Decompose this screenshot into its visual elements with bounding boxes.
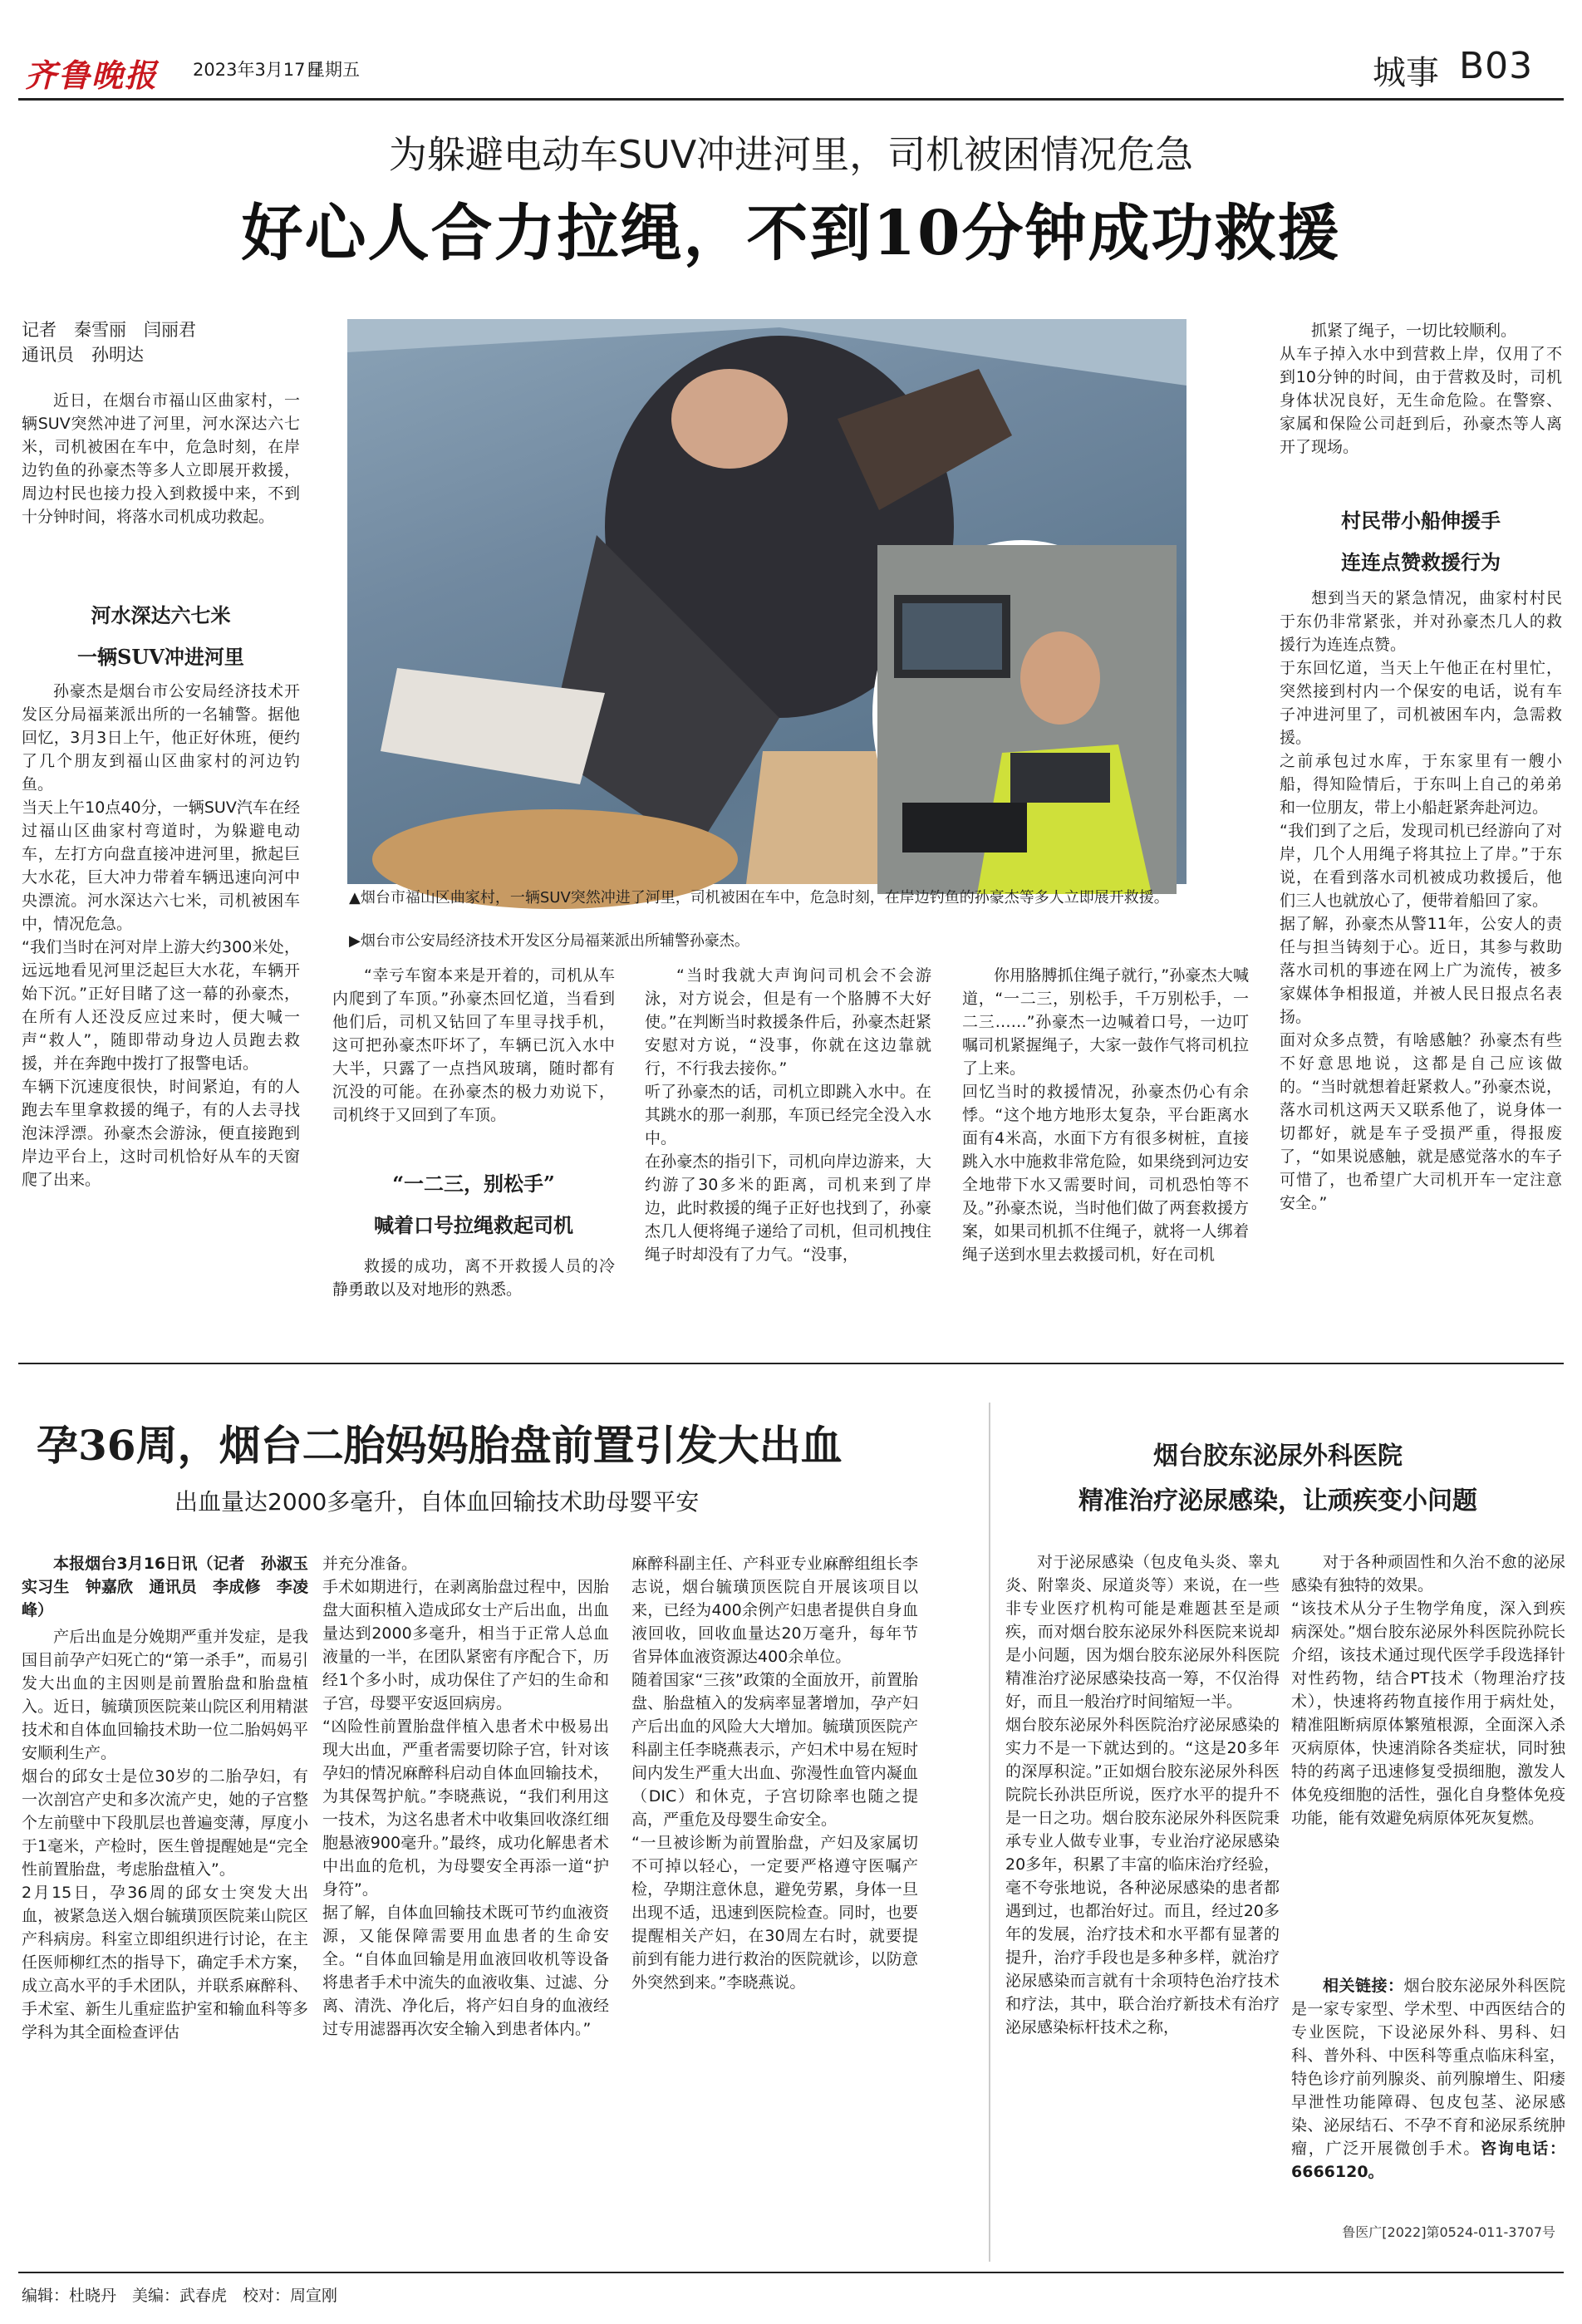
footer-editors: 编辑：杜晓丹 美编：武春虎 校对：周宣刚 xyxy=(22,2287,338,2305)
officer-photo xyxy=(872,540,1172,889)
masthead-rule xyxy=(18,98,1564,101)
story1-col3-text: “当时我就大声询问司机会不会游泳，对方说会，但是有一个胳膊不大好使。”在判断当时救援条件后，孙豪杰赶紧安慰对方说，“没事，你就在这边靠就行，不行我去接你。” 听了孙豪杰的话，司机立即跳入水中。在其跳水的那一刹那，车顶已经完全没入水中。 在孙豪杰的指引下，司机向岸边游来，大约游了30多米的距离，司机来到了岸边，此时救援的绳子正好也找到了，孙豪杰几人便将绳子递给了司机，但司机拽住绳子时却没有了力气。“没事， xyxy=(645,966,931,1264)
story1-byline: 记者 秦雪丽 闫丽君 通讯员 孙明达 xyxy=(22,320,196,365)
ad-col1-text: 对于泌尿感染（包皮龟头炎、睾丸炎、附睾炎、尿道炎等）来说，在一些非专业医疗机构可能是难题甚至是顽疾，而对烟台胶东泌尿外科医院来说却是小问题，因为烟台胶东泌尿外科医院精准治疗泌尿感染技高一筹，不仅治得好，而且一般治疗时间缩短一半。 烟台胶东泌尿外科医院治疗泌尿感染的实力不是一下就达到的。“这是20多年的深厚积淀。”正如烟台胶东泌尿外科医院院长孙洪臣所说，医疗水平的提升不是一日之功。烟台胶东泌尿外科医院秉承专业人做专业事，专业治疗泌尿感染20多年，积累了丰富的临床治疗经验，毫不夸张地说，各种泌尿感染的患者都遇到过，也都治好过。而且，经过20多年的发展，治疗技术和水平都有显著的提升，治疗手段也是多种多样，就治疗泌尿感染而言就有十余项特色治疗技术和疗法，其中，联合治疗新技术有治疗泌尿感染标杆技术之称， xyxy=(1005,1553,1280,2037)
ad-phone: 6666120。 xyxy=(1291,2163,1384,2181)
story1-lead: 近日，在烟台市福山区曲家村，一辆SUV突然冲进了河里，河水深达六七米，司机被困在车中，危急时刻，在岸边钓鱼的孙豪杰等多人立即展开救援，周边村民也接力投入到救援中来，不到十分钟时间，将落水司机成功救起。 xyxy=(22,391,300,526)
section-name: 城事 xyxy=(1373,54,1439,92)
story1-col2-text-b: 救援的成功，离不开救援人员的冷静勇敢以及对地形的熟悉。 xyxy=(332,1257,615,1299)
story-separator xyxy=(18,1363,1564,1364)
story1-col5-text-a: 抓紧了绳子，一切比较顺利。 从车子掉入水中到营救上岸，仅用了不到10分钟的时间，由于营救及时，司机身体状况良好，无生命危险。在警察、家属和保险公司赶到后，孙豪杰等人离开了现场。 xyxy=(1280,322,1562,456)
ad-phone-label: 咨询电话： xyxy=(1481,2140,1565,2158)
ad-license: 鲁医广[2022]第0524-011-3707号 xyxy=(1342,2224,1555,2240)
story2-deck: 出血量达2000多毫升，自体血回输技术助母婴平安 xyxy=(174,1488,700,1516)
issue-date: 2023年3月17日 xyxy=(193,60,323,80)
story1-subhead-2: “一二三，别松手” 喊着口号拉绳救起司机 xyxy=(374,1172,573,1237)
story1-col5-text-b: 想到当天的紧急情况，曲家村村民于东仍非常紧张，并对孙豪杰几人的救援行为连连点赞。 于东回忆道，当天上午他正在村里忙，突然接到村内一个保安的电话，说有车子冲进河里了，司机被困车内，急需救援。 之前承包过水库，于东家里有一艘小船，得知险情后，于东叫上自己的弟弟和一位朋友，带上小船赶紧奔赴河边。 “我们到了之后，发现司机已经游向了对岸，几个人用绳子将其拉上了岸。”于东说，在看到落水司机被成功救援后，他们三人也就放心了，便带着船回了家。 据了解，孙豪杰从警11年，公安人的责任与担当铸刻于心。近日，其参与救助落水司机的事迹在网上广为流传，被多家媒体争相报道，并被人民日报点名表扬。 面对众多点赞，有啥感触？孙豪杰有些不好意思地说，这都是自己应该做的。“当时就想着赶紧救人。”孙豪杰说，落水司机这两天又联系他了，说身体一切都好，就是车子受损严重，得报废了，“如果说感触，就是感觉落水的车子可惜了，也希望广大司机开车一定注意安全。” xyxy=(1280,589,1562,1212)
issue-weekday: 星期五 xyxy=(307,60,360,80)
page-number: B03 xyxy=(1459,45,1534,87)
ad-col2-text: 对于各种顽固性和久治不愈的泌尿感染有独特的效果。 “该技术从分子生物学角度，深入到疾病深处。”烟台胶东泌尿外科医院孙院长介绍，该技术通过现代医学手段选择针对性药物，结合PT技术（物理治疗技术），快速将药物直接作用于病灶处，精准阻断病原体繁殖根源，全面深入杀灭病原体，快速消除各类症状，同时独特的药离子迅速修复受损细胞，激发人体免疫细胞的活性，强化自身整体免疫功能，能有效避免病原体死灰复燃。 xyxy=(1291,1553,1565,1827)
photo-caption-1: ▲烟台市福山区曲家村，一辆SUV突然冲进了河里，司机被困在车中，危急时刻，在岸边钓鱼的孙豪杰等多人立即展开救援。 xyxy=(349,889,1169,907)
photo-caption-2: ▶烟台市公安局经济技术开发区分局福莱派出所辅警孙豪杰。 xyxy=(349,932,749,950)
ad-related-link xyxy=(1291,1974,1565,2215)
hospital-ad xyxy=(989,1403,1564,2262)
story1-headline: 好心人合力拉绳，不到10分钟成功救援 xyxy=(241,198,1341,269)
story1-subhead-3: 村民带小船伸援手 连连点赞救援行为 xyxy=(1341,509,1501,574)
story1-col2-text: “幸亏车窗本来是开着的，司机从车内爬到了车顶。”孙豪杰回忆道，当看到他们后，司机又钻回了车里寻找手机，这可把孙豪杰吓坏了，车辆已沉入水中大半，只露了一点挡风玻璃，随时都有沉没的可能。在孙豪杰的极力劝说下，司机终于又回到了车顶。 xyxy=(332,966,615,1124)
masthead xyxy=(0,0,1582,94)
ad-link-text: 烟台胶东泌尿外科医院是一家专家型、学术型、中西医结合的专业医院，下设泌尿外科、男科、妇科、普外科、中医科等重点临床科室，特色诊疗前列腺炎、前列腺增生、阳痿早泄性功能障碍、包皮包茎、泌尿感染、泌尿结石、不孕不育和泌尿系统肿瘤，广泛开展微创手术。 xyxy=(1291,1977,1565,2158)
ad-link-label: 相关链接： xyxy=(1323,1977,1404,1995)
story2-byline: 本报烟台3月16日讯（记者 孙淑玉 实习生 钟嘉欣 通讯员 李成修 李凌峰） xyxy=(22,1555,325,1619)
story1-col4-text: 你用胳膊抓住绳子就行，”孙豪杰大喊道，“一二三，别松手，千万别松手，一二三……”孙豪杰一边喊着口号，一边叮嘱司机紧握绳子，大家一鼓作气将司机拉了上来。 回忆当时的救援情况，孙豪杰仍心有余悸。“这个地方地形太复杂，平台距离水面有4米高，水面下方有很多树桩，直接跳入水中施救非常危险，如果绕到河边安全地带下水又需要时间，司机恐怕等不及。”孙豪杰说，当时他们做了两套救援方案，如果司机抓不住绳子，就将一人绑着绳子送到水里去救援司机，好在司机 xyxy=(962,966,1249,1264)
newspaper-logo: 齐鲁晚报 xyxy=(25,57,159,94)
ad-heading: 烟台胶东泌尿外科医院 精准治疗泌尿感染，让顽疾变小问题 xyxy=(1078,1442,1477,1516)
story2-col3-text: 麻醉科副主任、产科亚专业麻醉组组长李志说，烟台毓璜顶医院自开展该项目以来，已经为400余例产妇患者提供自身血液回收，回收血量达20万毫升，每年节省异体血液资源达400余单位。 随着国家“三孩”政策的全面放开，前置胎盘、胎盘植入的发病率显著增加，孕产妇产后出血的风险大大增加。毓璜顶医院产科副主任李晓燕表示，产妇术中易在短时间内发生严重大出血、弥漫性血管内凝血（DIC）和休克，子宫切除率也随之提高，严重危及母婴生命安全。 “一旦被诊断为前置胎盘，产妇及家属切不可掉以轻心，一定要严格遵守医嘱产检，孕期注意休息，避免劳累，身体一旦出现不适，迅速到医院检查。同时，也要提醒相关产妇，在30周左右时，就要提前到有能力进行救治的医院就诊，以防意外突然到来。”李晓燕说。 xyxy=(631,1555,918,1992)
story1-subhead-1: 河水深达六七米 一辆SUV冲进河里 xyxy=(77,603,244,669)
story1-col1-text: 孙豪杰是烟台市公安局经济技术开发区分局福莱派出所的一名辅警。据他回忆，3月3日上午，他正好休班，便约了几个朋友到福山区曲家村的河边钓鱼。 当天上午10点40分，一辆SUV汽车在经过福山区曲家村弯道时，为躲避电动车，左打方向盘直接冲进河里，掀起巨大水花，巨大冲力带着车辆迅速向河中央漂流。河水深达六七米，司机被困车中，情况危急。 “我们当时在河对岸上游大约300米处，远远地看见河里泛起巨大水花，车辆开始下沉。”正好目睹了这一幕的孙豪杰，在所有人还没反应过来时，便大喊一声“救人”，随即带动身边人员跑去救援，并在奔跑中拨打了报警电话。 车辆下沉速度很快，时间紧迫，有的人跑去车里拿救援的绳子，有的人去寻找泡沫浮漂。孙豪杰会游泳，便直接跑到岸边平台上，这时司机恰好从车的天窗爬了出来。 xyxy=(22,682,300,1189)
footer-rule xyxy=(18,2272,1564,2273)
story1-kicker: 为躲避电动车SUV冲进河里，司机被困情况危急 xyxy=(388,132,1194,177)
story2-headline: 孕36周，烟台二胎妈妈胎盘前置引发大出血 xyxy=(37,1421,843,1470)
story2-col2-text: 并充分准备。 手术如期进行，在剥离胎盘过程中，因胎盘大面积植入造成邱女士产后出血，出血量达到2000多毫升，相当于正常人总血液量的一半，在团队紧密有序配合下，历经1个多小时，成功保住了产妇的生命和子宫，母婴平安返回病房。 “凶险性前置胎盘伴植入患者术中极易出现大出血，严重者需要切除子宫，针对该孕妇的情况麻醉科启动自体血回输技术，为其保驾护航。”李晓燕说，“我们利用这一技术，为这名患者术中收集回收涤红细胞悬液900毫升。”最终，成功化解患者术中出血的危机，为母婴安全再添一道“护身符”。 据了解，自体血回输技术既可节约血液资源，又能保障需要用血患者的生命安全。“自体血回输是用血液回收机等设备将患者手术中流失的血液收集、过滤、分离、清洗、净化后，将产妇自身的血液经过专用滤器再次安全输入到患者体内。” xyxy=(322,1555,609,2038)
story2-col1-text: 产后出血是分娩期严重并发症，是我国目前孕产妇死亡的“第一杀手”，而易引发大出血的主因则是前置胎盘和胎盘植入。近日，毓璜顶医院莱山院区利用精湛技术和自体血回输技术助一位二胎妈妈平安顺利生产。 烟台的邱女士是位30岁的二胎孕妇，有一次剖宫产史和多次流产史，她的子宫整个左前壁中下段肌层也普遍变薄，厚度小于1毫米，产检时，医生曾提醒她是“完全性前置胎盘，考虑胎盘植入”。 2月15日，孕36周的邱女士突发大出血，被紧急送入烟台毓璜顶医院莱山院区产科病房。科室立即组织进行讨论，在主任医师柳红杰的指导下，确定手术方案，成立高水平的手术团队，并联系麻醉科、手术室、新生儿重症监护室和输血科等多学科为其全面检查评估 xyxy=(22,1628,308,2041)
